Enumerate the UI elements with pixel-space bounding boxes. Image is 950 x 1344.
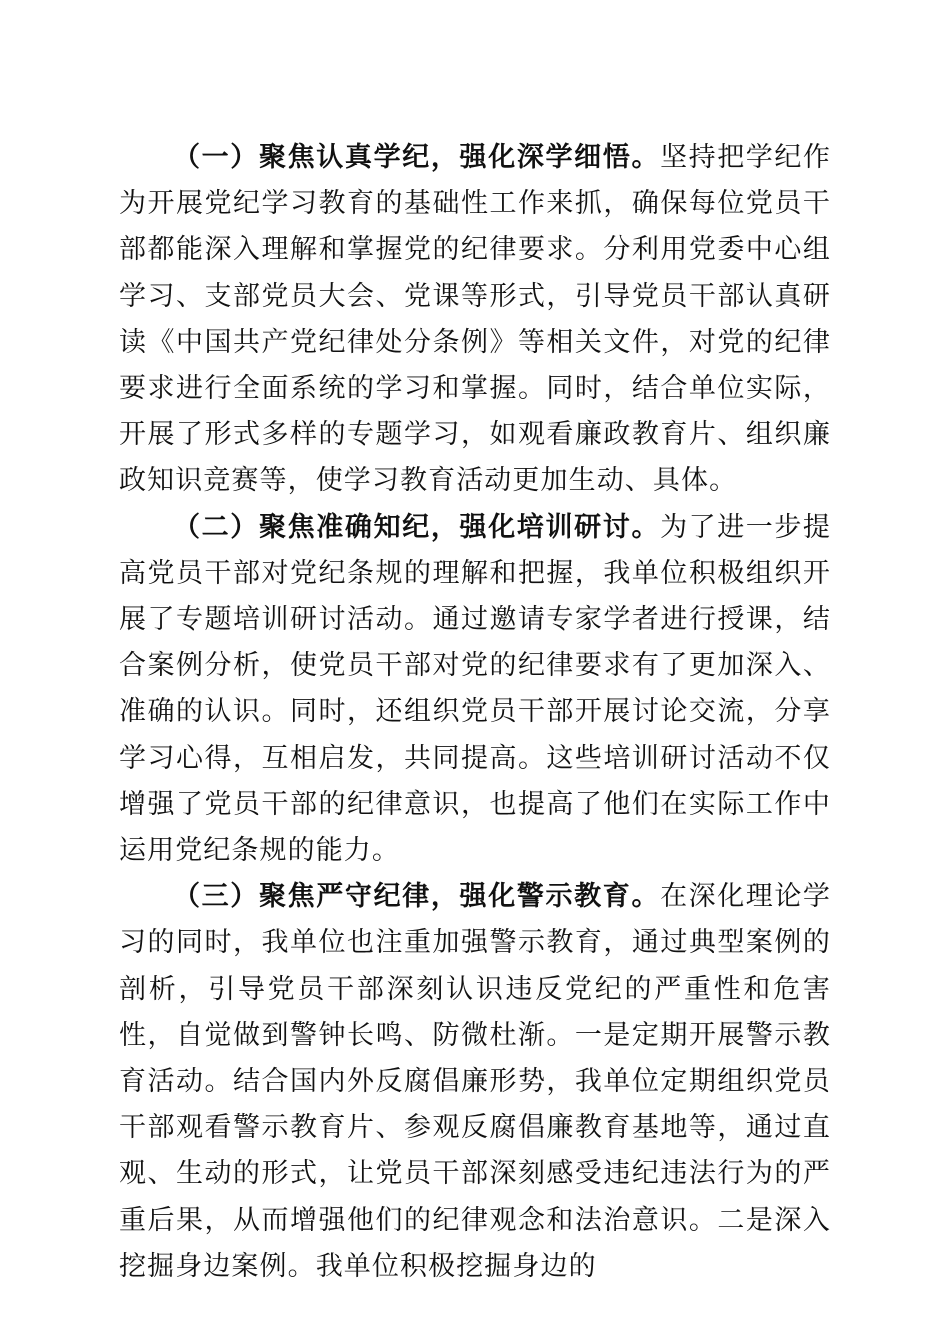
- paragraph-3-heading: （三）聚焦严守纪律，强化警示教育。: [173, 881, 661, 913]
- paragraph-2-text: 为了进一步提高党员干部对党纪条规的理解和把握，我单位积极组织开展了专题培训研讨活动。通过邀请专家学者进行授课，结合案例分析，使党员干部对党的纪律要求有了更加深入、准确的认识。同时，还组织党员干部开展讨论交流，分享学习心得，互相启发，共同提高。这些培训研讨活动不仅增强了党员干部的纪律意识，也提高了他们在实际工作中运用党纪条规的能力。: [119, 511, 831, 867]
- paragraph-2-heading: （二）聚焦准确知纪，强化培训研讨。: [173, 511, 661, 543]
- paragraph-1: [119, 135, 831, 505]
- paragraph-3-text: 在深化理论学习的同时，我单位也注重加强警示教育，通过典型案例的剖析，引导党员干部深刻认识违反党纪的严重性和危害性，自觉做到警钟长鸣、防微杜渐。一是定期开展警示教育活动。结合国内外反腐倡廉形势，我单位定期组织党员干部观看警示教育片、参观反腐倡廉教育基地等，通过直观、生动的形式，让党员干部深刻感受违纪违法行为的严重后果，从而增强他们的纪律观念和法治意识。二是深入挖掘身边案例。我单位积极挖掘身边的: [119, 881, 831, 1282]
- paragraph-1-text: 坚持把学纪作为开展党纪学习教育的基础性工作来抓，确保每位党员干部都能深入理解和掌握党的纪律要求。分利用党委中心组学习、支部党员大会、党课等形式，引导党员干部认真研读《中国共产党纪律处分条例》等相关文件，对党的纪律要求进行全面系统的学习和掌握。同时，结合单位实际，开展了形式多样的专题学习，如观看廉政教育片、组织廉政知识竞赛等，使学习教育活动更加生动、具体。: [119, 142, 831, 497]
- paragraph-3: [119, 874, 831, 1290]
- paragraph-1-heading: （一）聚焦认真学纪，强化深学细悟。: [173, 142, 661, 173]
- document-body: [119, 135, 831, 1290]
- paragraph-2: [119, 505, 831, 875]
